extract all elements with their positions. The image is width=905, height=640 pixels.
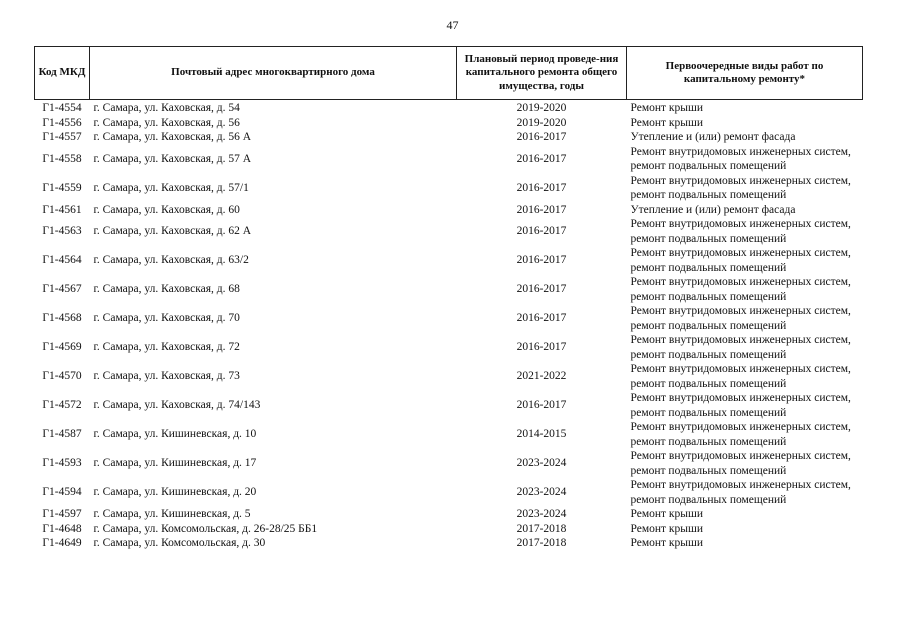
row-address: г. Самара, ул. Кишиневская, д. 10 [93,428,257,440]
row-address: г. Самара, ул. Каховская, д. 68 [93,283,240,295]
row-works [627,362,863,391]
works-line: Ремонт внутридомовых инженерных систем, [630,363,851,375]
works-line: Утепление и (или) ремонт фасада [630,131,796,143]
table-row [35,130,863,145]
row-period: 2017-2018 [516,537,567,549]
header-works: Первоочередные виды работ по капитальному ремонту* [627,47,863,100]
row-code: Г1-4564 [42,254,82,266]
row-address: г. Самара, ул. Каховская, д. 73 [93,370,240,382]
row-code: Г1-4594 [42,486,82,498]
row-address: г. Самара, ул. Каховская, д. 74/143 [93,399,261,411]
row-period: 2016-2017 [516,254,567,266]
row-code: Г1-4567 [42,283,82,295]
row-address: г. Самара, ул. Каховская, д. 63/2 [93,254,249,266]
works-line: Ремонт крыши [630,102,704,114]
table-row [35,536,863,551]
table-row [35,217,863,246]
row-works [627,304,863,333]
row-period: 2021-2022 [516,370,567,382]
housing-repair-table [34,46,863,551]
row-address: г. Самара, ул. Кишиневская, д. 5 [93,508,251,520]
table-row [35,304,863,333]
table-header-row [35,47,863,100]
works-line: Ремонт крыши [630,522,704,535]
row-works [627,246,863,275]
table-row [35,333,863,362]
row-period: 2016-2017 [516,225,567,237]
header-period: Плановый период проведе-ния капитального ремонта общего имущества, годы [457,47,627,100]
table-row [35,522,863,537]
row-code: Г1-4554 [42,102,82,114]
works-line: Ремонт внутридомовых инженерных систем, [630,174,851,187]
row-code: Г1-4561 [42,203,82,216]
row-code: Г1-4557 [42,131,82,143]
works-line: ремонт подвальных помещений [630,232,787,245]
row-code: Г1-4558 [42,152,82,165]
page-number: 47 [446,18,459,32]
row-period: 2016-2017 [516,131,567,143]
row-works [627,420,863,449]
row-period: 2017-2018 [516,522,567,535]
works-line: Утепление и (или) ремонт фасада [630,203,796,216]
works-line: ремонт подвальных помещений [630,319,787,332]
row-address: г. Самара, ул. Каховская, д. 57/1 [93,181,249,194]
row-code: Г1-4587 [42,428,82,440]
works-line: ремонт подвальных помещений [630,261,787,274]
table-row [35,275,863,304]
row-period: 2016-2017 [516,341,567,353]
table-row [35,174,863,203]
table-row [35,246,863,275]
works-line: ремонт подвальных помещений [630,435,787,448]
row-code: Г1-4570 [42,370,82,382]
row-period: 2019-2020 [516,116,567,129]
row-works [627,391,863,420]
row-period: 2023-2024 [516,486,567,498]
row-period: 2016-2017 [516,283,567,295]
works-line: ремонт подвальных помещений [630,348,787,361]
row-code: Г1-4569 [42,341,82,353]
works-line: Ремонт внутридомовых инженерных систем, [630,145,851,158]
row-period: 2019-2020 [516,102,567,114]
header-address: Почтовый адрес многоквартирного дома [90,47,457,100]
works-line: Ремонт крыши [630,508,704,520]
row-address: г. Самара, ул. Комсомольская, д. 30 [93,537,266,549]
row-period: 2023-2024 [516,457,567,469]
works-line: Ремонт внутридомовых инженерных систем, [630,450,851,462]
row-address: г. Самара, ул. Каховская, д. 70 [93,312,240,324]
row-works [627,116,863,131]
row-code: Г1-4593 [42,457,82,469]
works-line: Ремонт внутридомовых инженерных систем, [630,218,851,230]
row-works [627,507,863,522]
row-code: Г1-4563 [42,225,82,237]
row-address: г. Самара, ул. Каховская, д. 60 [93,203,240,216]
row-address: г. Самара, ул. Каховская, д. 57 А [93,152,252,165]
table-row [35,478,863,507]
row-works [627,333,863,362]
row-period: 2014-2015 [516,428,567,440]
table-row [35,449,863,478]
row-address: г. Самара, ул. Комсомольская, д. 26-28/25 ББ1 [93,522,318,535]
works-line: Ремонт внутридомовых инженерных систем, [630,479,851,491]
row-period: 2016-2017 [516,181,567,194]
table-row [35,420,863,449]
row-works [627,217,863,246]
row-period: 2016-2017 [516,203,567,216]
works-line: Ремонт внутридомовых инженерных систем, [630,421,851,433]
row-period: 2016-2017 [516,312,567,324]
works-line: Ремонт внутридомовых инженерных систем, [630,305,851,317]
table-row [35,507,863,522]
row-code: Г1-4556 [42,116,82,129]
row-works [627,203,863,218]
row-code: Г1-4572 [42,399,82,411]
works-line: Ремонт внутридомовых инженерных систем, [630,392,851,404]
row-address: г. Самара, ул. Каховская, д. 72 [93,341,240,353]
row-code: Г1-4597 [42,508,82,520]
table-row [35,116,863,131]
row-code: Г1-4648 [42,522,82,535]
row-address: г. Самара, ул. Каховская, д. 56 [93,116,240,129]
row-address: г. Самара, ул. Кишиневская, д. 20 [93,486,257,498]
table-row [35,203,863,218]
works-line: Ремонт крыши [630,537,704,549]
row-address: г. Самара, ул. Каховская, д. 62 А [93,225,252,237]
row-works [627,522,863,537]
works-line: Ремонт внутридомовых инженерных систем, [630,276,851,288]
row-period: 2023-2024 [516,508,567,520]
table-row [35,145,863,174]
header-code: Код МКД [35,47,90,100]
row-address: г. Самара, ул. Кишиневская, д. 17 [93,457,257,469]
row-code: Г1-4568 [42,312,82,324]
row-works [627,174,863,203]
works-line: ремонт подвальных помещений [630,160,787,172]
table-row [35,391,863,420]
row-period: 2016-2017 [516,152,567,165]
table-row [35,100,863,116]
works-line: ремонт подвальных помещений [630,377,787,390]
table-row [35,362,863,391]
table-body [35,100,863,551]
row-address: г. Самара, ул. Каховская, д. 56 А [93,131,252,143]
works-line: ремонт подвальных помещений [630,464,787,477]
row-period: 2016-2017 [516,399,567,411]
works-line: ремонт подвальных помещений [630,189,787,201]
row-code: Г1-4559 [42,181,82,194]
works-line: Ремонт внутридомовых инженерных систем, [630,247,851,259]
row-works [627,130,863,145]
row-code: Г1-4649 [42,537,82,549]
row-works [627,275,863,304]
works-line: ремонт подвальных помещений [630,290,787,303]
works-line: Ремонт крыши [630,116,704,129]
row-address: г. Самара, ул. Каховская, д. 54 [93,102,240,114]
row-works [627,100,863,116]
row-works [627,145,863,174]
works-line: ремонт подвальных помещений [630,493,787,506]
row-works [627,449,863,478]
row-works [627,536,863,551]
works-line: ремонт подвальных помещений [630,406,787,419]
works-line: Ремонт внутридомовых инженерных систем, [630,334,851,346]
row-works [627,478,863,507]
